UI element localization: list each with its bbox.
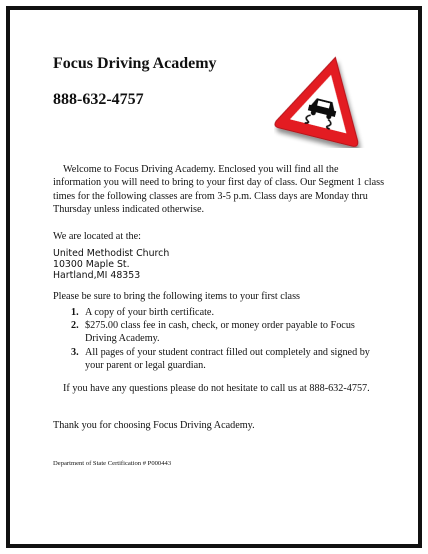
item-number: 3. — [71, 346, 79, 358]
slippery-road-warning-sign-icon — [274, 48, 374, 148]
address-line: 10300 Maple St. — [53, 259, 130, 270]
item-number: 2. — [71, 320, 79, 332]
certification-number: Department of State Certification # P000443 — [53, 460, 172, 467]
list-item — [53, 306, 388, 319]
questions-paragraph: If you have any questions please do not hesitate to call us at 888-632-4757. — [63, 383, 370, 394]
welcome-paragraph: Welcome to Focus Driving Academy. Enclosed you will find all the information you will need to bring to your first day of class. Our Segment 1 class times for the following classes are from 3-5 p.m. Class days are Monday thru Thursday unless indicated otherwise. — [53, 164, 385, 215]
phone-number: 888-632-4757 — [53, 91, 144, 108]
address-line: United Methodist Church — [53, 248, 170, 259]
item-text: All pages of your student contract filled out completely and signed by your parent or legal guardian. — [85, 346, 370, 371]
location-label: We are located at the: — [53, 231, 141, 242]
item-text: $275.00 class fee in cash, check, or money order payable to Focus Driving Academy. — [85, 320, 355, 345]
item-number: 1. — [71, 307, 79, 318]
bring-items-label: Please be sure to bring the following items to your first class — [53, 291, 301, 302]
list-item — [53, 319, 388, 345]
address-block — [53, 248, 169, 281]
academy-title: Focus Driving Academy — [53, 55, 217, 72]
address-line: Hartland,MI 48353 — [53, 270, 141, 281]
items-list — [53, 306, 388, 372]
thank-you-line: Thank you for choosing Focus Driving Academy. — [53, 420, 255, 431]
list-item — [53, 346, 388, 372]
letter-page — [6, 6, 422, 548]
item-text: A copy of your birth certificate. — [85, 307, 214, 318]
